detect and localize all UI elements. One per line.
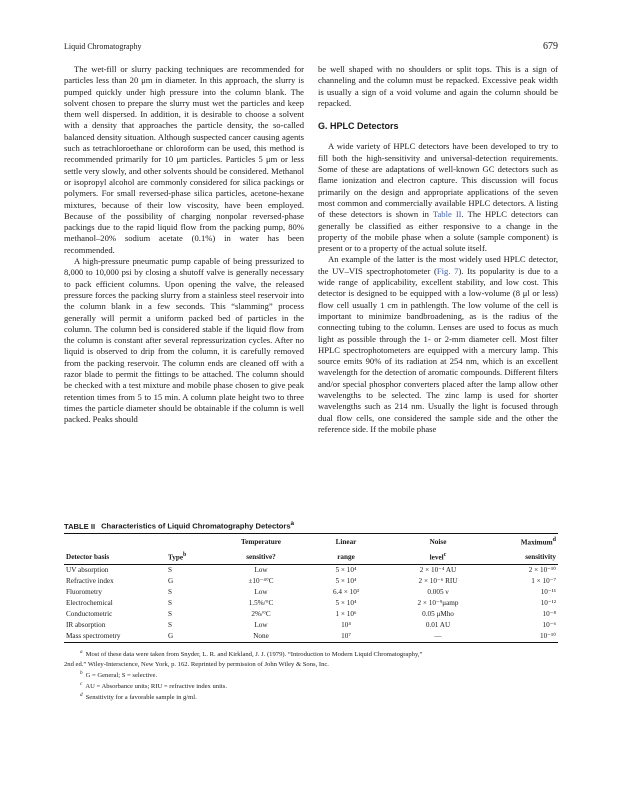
footnote-continuation: 2nd ed.” Wiley-Interscience, New York, p. 162. Reprinted by permission of John Wiley & Sons, Inc. — [64, 660, 329, 668]
footnote — [64, 691, 558, 702]
cell-type: S — [168, 566, 172, 575]
header-noise-mark: c — [443, 551, 447, 558]
table-caption — [64, 520, 558, 531]
header-noise-1: Noise — [388, 533, 488, 549]
footnote-text: G = General; S = selective. — [85, 671, 158, 679]
cell-basis: Refractive index — [66, 577, 114, 586]
cell-basis: Conductometric — [66, 610, 113, 619]
header-detector-basis — [64, 533, 166, 549]
footnote-text: Most of these data were taken from Snyder, L. R. and Kirkland, J. J. (1979). “Introduction to Modern Liquid Chromatography,” — [85, 651, 423, 659]
cell-noise: 0.01 AU — [425, 621, 451, 630]
cell-linear: 5 × 10⁴ — [335, 577, 357, 586]
paragraph-peak-shape: be well shaped with no shoulders or split tops. This is a sign of channeling and the column must be repacked. Excessive peak width is usually a sign of a void volume and again the column should be repacked. — [318, 64, 558, 108]
cell-linear: 10⁷ — [304, 631, 388, 643]
footnote-mark: d — [80, 691, 83, 698]
header-temperature-1: Temperature — [218, 533, 304, 549]
uv-vis-text-a: An example of the latter is the most widely used HPLC detector, the UV–VIS spectrophotometer ( — [318, 254, 558, 276]
cell-linear: 5 × 10⁴ — [335, 599, 357, 608]
section-heading-hplc-detectors: G. HPLC Detectors — [318, 121, 399, 132]
cell-max: 10⁻⁶ — [542, 621, 556, 630]
cell-basis: Mass spectrometry — [64, 631, 166, 643]
cell-max: 10⁻¹⁰ — [488, 631, 558, 643]
footnote — [64, 648, 558, 659]
table-label: TABLE II — [64, 521, 96, 531]
fig-7-link[interactable]: Fig. 7 — [436, 265, 459, 276]
cell-temp: 1.5%/°C — [248, 599, 274, 608]
table-row — [64, 631, 558, 643]
header-noise-2 — [388, 549, 488, 565]
header-maximum-text: Maximum — [520, 537, 553, 546]
cell-basis: Fluorometry — [66, 588, 102, 597]
cell-linear: 10⁴ — [341, 621, 351, 630]
paragraph-detector-overview — [318, 141, 558, 254]
detector-overview-text-b: . The HPLC detectors can generally be classified as either responsive to a change in the property of the mobile phase when a solute (sample component) is present or to a property of the actual solute itself. — [318, 209, 558, 254]
cell-noise: — — [388, 631, 488, 643]
footnote-mark: c — [80, 680, 83, 687]
cell-type: G — [168, 577, 174, 586]
table-row — [64, 609, 558, 620]
cell-noise: 2 × 10⁻⁶ RIU — [418, 577, 458, 586]
header-linear-2: range — [304, 549, 388, 565]
footnote-text: Sensitivity for a favorable sample in g/ml. — [85, 694, 197, 702]
cell-linear: 6.4 × 10³ — [333, 588, 359, 597]
cell-type: G — [166, 631, 218, 643]
table-row — [64, 576, 558, 587]
header-maximum-1 — [488, 533, 558, 549]
header-maximum-2: sensitivity — [488, 549, 558, 565]
page-number: 679 — [543, 41, 558, 52]
table-row — [64, 587, 558, 598]
cell-temp: 2%/°C — [251, 610, 271, 619]
running-title: Liquid Chromatography — [64, 42, 142, 51]
paragraph-slurry-packing: The wet-fill or slurry packing techniques are recommended for particles less than 20 μm in diameter. In this approach, the slurry is pumped quickly under high pressure into the column blank. The solvent chosen to prepare the slurry must wet the particles and keep them well dispersed. In addition, it is desirable to choose a solvent with a density that approaches the particle density, the so-called balanced density situation. Although suspected cancer causing agents such as tetrachloroethane or chloroform can be used, this method is recommended primarily for 10 μm particles. Particles 5 μm or less settle very slowly, and other solvents should be considered. Methanol or isopropyl alcohol are commonly considered for silica packings or polymers. For small reversed-phase silica particles, acetone-hexane mixtures, because of their low viscosity, have been employed. Because of the possibility of charging nonpolar reversed-phase packings due to the rapid liquid flow from the packing pump, 80% methanol–20% sodium acetate (0.1%) in water has been recommended. — [64, 64, 304, 255]
cell-max: 10⁻¹² — [540, 599, 556, 608]
header-type-label — [166, 549, 218, 565]
footnote-mark: a — [80, 649, 83, 656]
cell-noise: 2 × 10⁻⁴ AU — [419, 566, 457, 575]
table-title: Characteristics of Liquid Chromatography Detectors — [101, 521, 291, 531]
cell-linear: 5 × 10⁴ — [335, 566, 357, 575]
cell-temp: ±10⁻⁴°C — [248, 577, 274, 586]
table-ii-link[interactable]: Table II — [432, 209, 462, 220]
footnote-mark: b — [80, 669, 83, 676]
right-column — [318, 64, 558, 435]
table-row — [64, 598, 558, 609]
uv-vis-text-b: ). Its popularity is due to a wide range of applicability, excellent stability, and low cost. This detector is designed to be equipped with a low-volume (8 μl or less) flow cell usually 1 cm in pathlength. The low volume of the cell is important to minimize bandbroadening, as is the radius of the connecting tubing to the column. Lenses are used to focus as much light as possible through the 1- or 2-mm diameter cell. Most filter HPLC spectrophotometers are equipped with a mercury lamp. This source emits 90% of its radiation at 254 nm, which is an excellent wavelength for the detection of aromatic compounds. Different filters and/or special phosphor converters placed after the lamp allow other wavelengths to be selected. The zinc lamp is used for shorter wavelengths such as 214 nm. Usually the light is focused through dual flow cells, one considered the sample side and the other the reference side. If the mobile phase — [318, 265, 558, 434]
header-detector-basis-label: Detector basis — [64, 549, 166, 565]
header-maximum-mark: d — [552, 536, 556, 543]
detectors-table — [64, 533, 558, 644]
cell-max: 1 × 10⁻⁷ — [531, 577, 556, 586]
cell-temp: Low — [254, 588, 268, 597]
cell-type: S — [168, 588, 172, 597]
paragraph-uv-vis-detector — [318, 254, 558, 435]
cell-linear: 1 × 10⁶ — [335, 610, 357, 619]
cell-type: S — [168, 621, 172, 630]
table-ii — [64, 520, 558, 702]
cell-basis: Electrochemical — [66, 599, 113, 608]
detector-overview-text-a: A wide variety of HPLC detectors have been developed to try to fill both the high-sensitivity and universal-detection requirements. Some of these are adaptations of well-known GC detectors such as flame ionization and electron capture. This discussion will focus primarily on the design and appropriate applications of the seven most common and commercially available HPLC detectors. A listing of these detectors is shown in — [318, 141, 558, 220]
left-column — [64, 64, 304, 426]
cell-max: 2 × 10⁻¹⁰ — [528, 566, 556, 575]
cell-type: S — [168, 599, 172, 608]
cell-basis: UV absorption — [66, 566, 109, 575]
cell-temp: None — [218, 631, 304, 643]
cell-noise: 0.05 μMho — [422, 610, 454, 619]
table-footnotes — [64, 648, 558, 702]
header-type — [166, 533, 218, 549]
header-type-text: Type — [168, 553, 184, 562]
paragraph-pneumatic-pump: A high-pressure pneumatic pump capable of being pressurized to 8,000 to 10,000 psi by closing a shutoff valve is generally necessary to pack efficient columns. Upon opening the valve, the released pressure forces the packing slurry from a stainless steel reservoir into the column blank in a few seconds. This “slamming” process generally will permit a uniform packed bed of particles in the column. The column bed is considered stable if the liquid flow from the column is constant after several repressurization cycles. After no liquid is observed to drip from the column, it is carefully removed from the packing reservoir. The column ends are cleaned off with a razor blade to permit the fittings to be attached. The column should be checked with a test mixture and mobile phase chosen to give peak retention times from 5 to 15 min. A column plate height two to three times the particle diameter should be obtainable if the column is well packed. Peaks should — [64, 256, 304, 425]
footnote — [64, 680, 558, 691]
cell-temp: Low — [254, 566, 268, 575]
caption-footnote-mark: a — [290, 520, 295, 527]
header-linear-1: Linear — [304, 533, 388, 549]
cell-noise: 2 × 10⁻⁹μamp — [417, 599, 459, 608]
table-row — [64, 565, 558, 577]
table-row — [64, 620, 558, 631]
cell-basis: IR absorption — [66, 621, 106, 630]
header-type-mark: b — [183, 551, 187, 558]
page-header — [64, 42, 558, 54]
header-temperature-2: sensitive? — [218, 549, 304, 565]
cell-noise: 0.005 ν — [427, 588, 449, 597]
footnote — [64, 669, 558, 680]
footnote-text: AU = Absorbance units; RIU = refractive index units. — [85, 682, 227, 690]
cell-type: S — [168, 610, 172, 619]
cell-temp: Low — [254, 621, 268, 630]
cell-max: 10⁻¹¹ — [540, 588, 556, 597]
header-noise-text: level — [429, 553, 444, 562]
cell-max: 10⁻⁸ — [542, 610, 556, 619]
